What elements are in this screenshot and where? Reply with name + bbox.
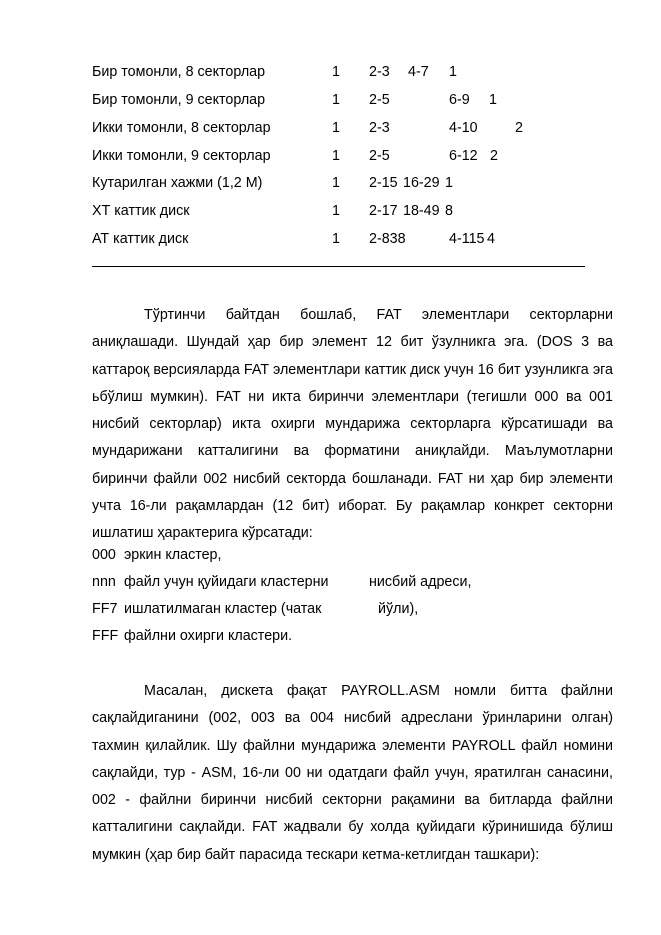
table-row [92, 118, 612, 138]
row-label: Бир томонли, 8 секторлар [92, 64, 266, 80]
cell: 4 [487, 231, 495, 247]
cell: 6-12 [449, 148, 478, 164]
cell: 8 [445, 203, 453, 219]
row-label: Икки томонли, 9 секторлар [92, 148, 271, 164]
cell: 2-838 [369, 231, 406, 247]
cell: 2-5 [369, 148, 390, 164]
table-divider [92, 266, 585, 267]
cell: 2-5 [369, 92, 390, 108]
cell: 18-49 [403, 203, 440, 219]
code-extra: нисбий адреси, [369, 574, 472, 590]
row-label: ХТ каттик диск [92, 203, 190, 219]
cell: 2-3 [369, 64, 390, 80]
cell: 1 [332, 120, 340, 136]
cell: 1 [332, 175, 340, 191]
code-desc: эркин кластер, [124, 547, 222, 563]
code-desc: файл учун қуйидаги кластерни [124, 574, 329, 590]
code-key: FF7 [92, 601, 118, 617]
table-row [92, 173, 612, 193]
cell: 4-10 [449, 120, 478, 136]
row-label: Бир томонли, 9 секторлар [92, 92, 266, 108]
cell: 1 [332, 203, 340, 219]
table-row [92, 62, 612, 82]
paragraph-example [92, 678, 613, 869]
cell: 1 [332, 148, 340, 164]
cell: 4-7 [408, 64, 429, 80]
cell: 2-17 [369, 203, 398, 219]
paragraph-fat-elements [92, 302, 613, 548]
row-label: АТ каттик диск [92, 231, 189, 247]
code-desc: файлни охирги кластери. [124, 628, 293, 644]
paragraph-text: Масалан, дискета фақат PAYROLL.ASM номли битта файлни сақлайдиганини (002, 003 ва 004 нисбий адреслани ўринларини олган) тахмин қилайлик. Шу файлни мундарижа элементи PAYROLL файл номини сақлайди, тур - ASM, 16-ли 00 ни одатдаги файл учун, яратилган санасини, 002 - файлни биринчи нисбий секторни рақамини ва битларда файлни катталигини сақлайди. FAT жадвали бу холда қуйидаги кўринишида бўлиш мумкин (ҳар бир байт парасида тескари кетма-кетлигдан ташкари): [92, 683, 613, 863]
cell: 1 [332, 231, 340, 247]
cell: 1 [332, 64, 340, 80]
code-key: 000 [92, 547, 116, 563]
cell: 1 [489, 92, 497, 108]
paragraph-text: Тўртинчи байтдан бошлаб, FAT элементлари секторларни аниқлашади. Шундай ҳар бир элемент 12 бит ўзулникга эга. (DOS 3 ва каттароқ версияларда FAT элементлари каттик диск учун 16 бит узунликга эга ьбўлиш мумкин). FAT ни икта биринчи элементлари (тегишли 000 ва 001 нисбий секторлар) икта охирги мундарижа секторларга кўрсатишади ва мундарижани катталигини ва форматини аниқлайди. Маълумотларни биринчи файли 002 нисбий секторда бошланади. FAT ни ҳар бир элементи учта 16-ли рақамлардан (12 бит) иборат. Бу рақамлар конкрет секторни ишлатиш ҳарактерига кўрсатади: [92, 307, 613, 542]
code-key: FFF [92, 628, 119, 644]
cell: 1 [445, 175, 453, 191]
cell: 2 [490, 148, 498, 164]
row-label: Икки томонли, 8 секторлар [92, 120, 271, 136]
table-row [92, 229, 612, 249]
table-row [92, 146, 612, 166]
cell: 1 [332, 92, 340, 108]
cell: 4-115 [449, 231, 485, 247]
table-row [92, 90, 612, 110]
cell: 2 [515, 120, 523, 136]
code-key: nnn [92, 574, 116, 590]
code-extra: йўли), [378, 601, 419, 617]
cell: 1 [449, 64, 457, 80]
cell: 6-9 [449, 92, 470, 108]
row-label: Кутарилган хажми (1,2 М) [92, 175, 263, 191]
cell: 2-15 [369, 175, 398, 191]
code-desc: ишлатилмаган кластер (чатак [124, 601, 322, 617]
cell: 2-3 [369, 120, 390, 136]
table-row [92, 201, 612, 221]
cell: 16-29 [403, 175, 440, 191]
